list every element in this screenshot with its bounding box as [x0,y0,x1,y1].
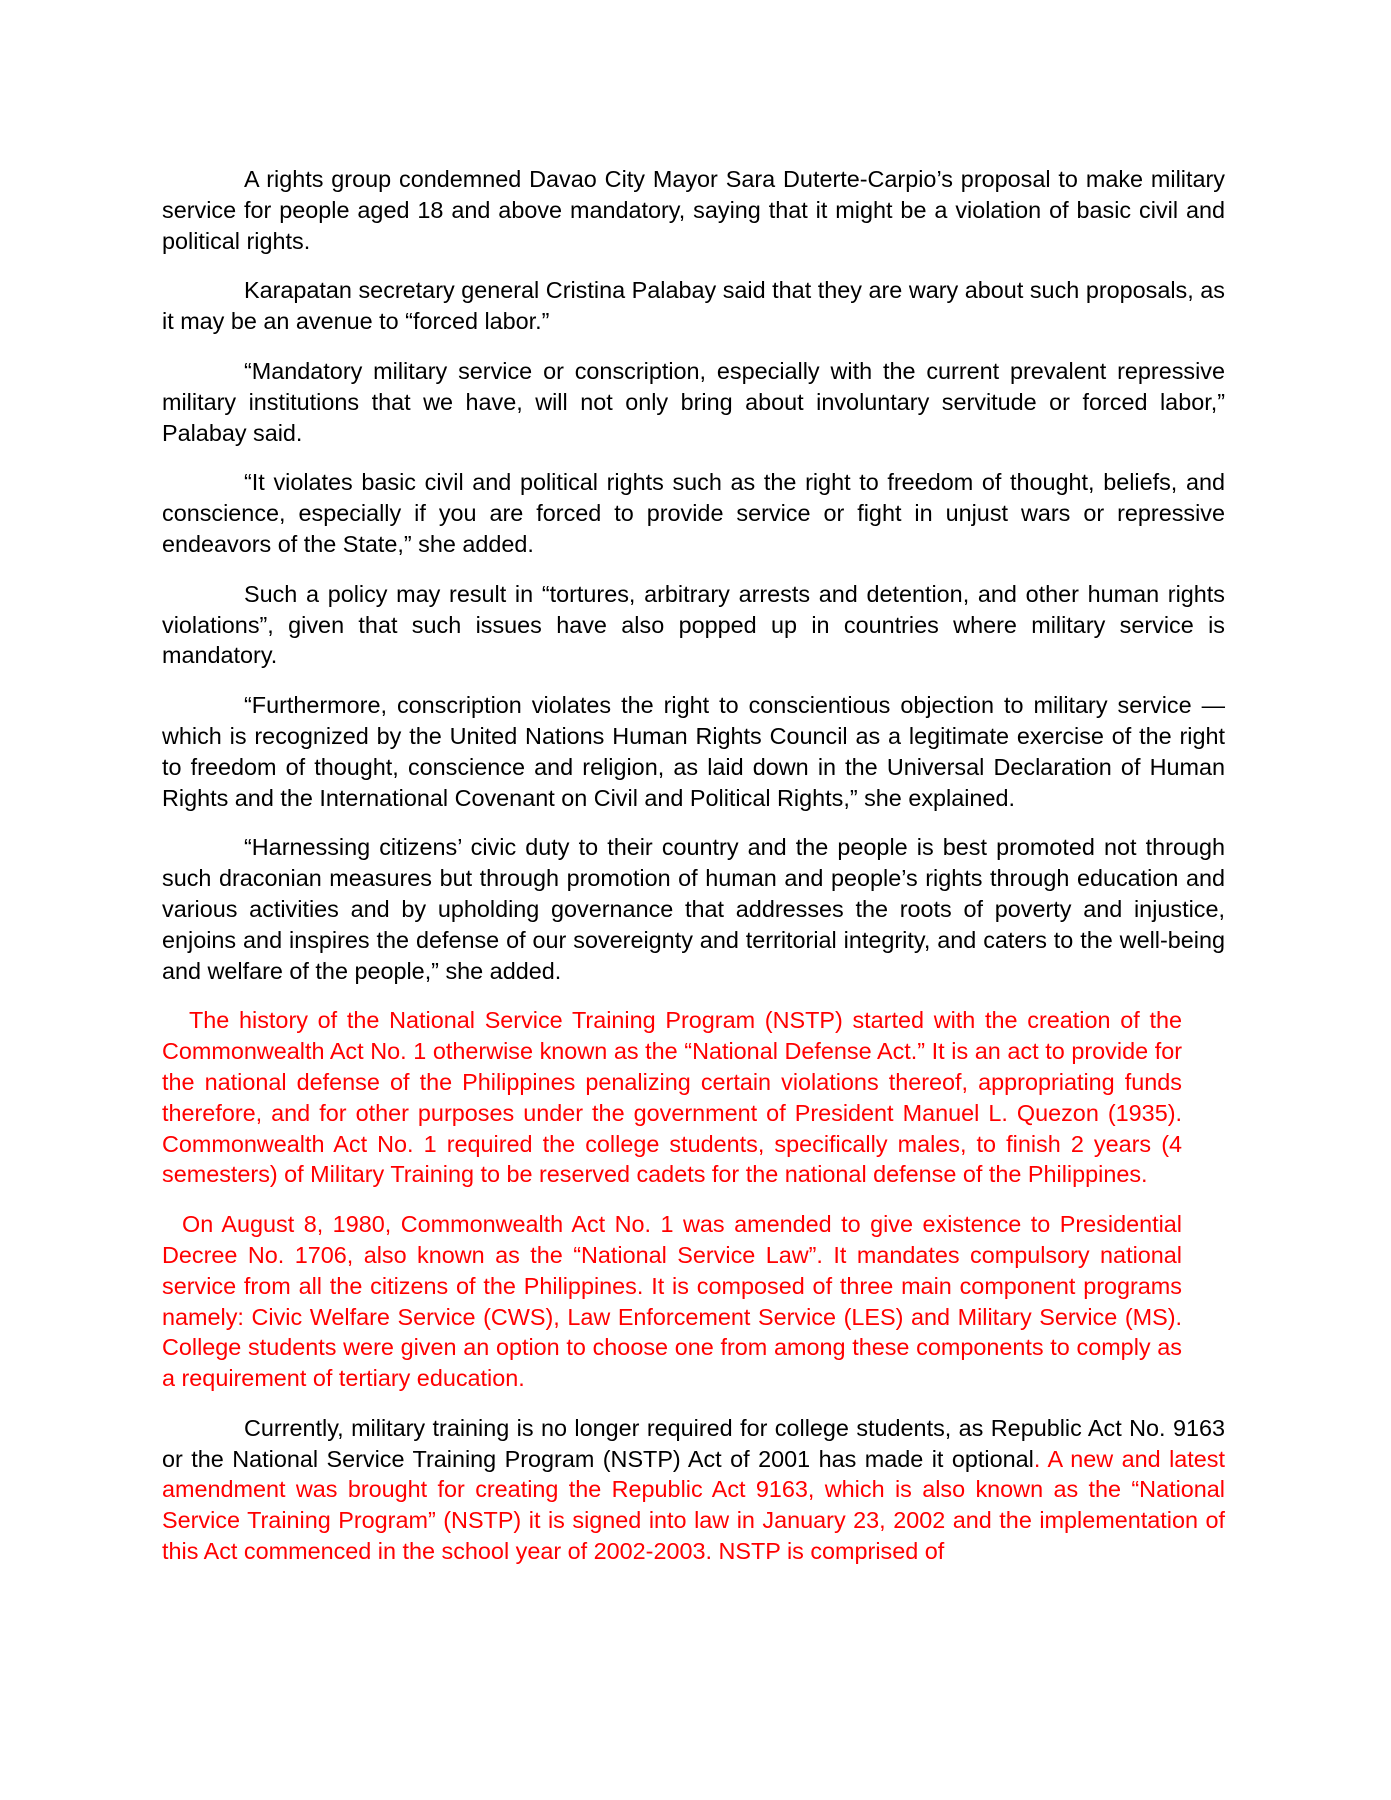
paragraph-nstp-history: The history of the National Service Training Program (NSTP) started with the creation of the Commonwealth Act No. 1 otherwise known as the “National Defense Act.” It is an act to provide for the national defense of the Philippines penalizing certain violations thereof, appropriating funds therefore, and for other purposes under the government of President Manuel L. Quezon (1935). Commonwealth Act No. 1 required the college students, specifically males, to finish 2 years (4 semesters) of Military Training to be reserved cadets for the national defense of the Philippines. [162,1007,1182,1188]
paragraph-conscription-quote: “Furthermore, conscription violates the right to conscientious objection to military service — which is recognized by the United Nations Human Rights Council as a legitimate exercise of the right to freedom of thought, conscience and religion, as laid down in the Universal Declaration of Human Rights and the International Covenant on Civil and Political Rights,” she explained. [162,692,1225,811]
paragraph-national-service-law: On August 8, 1980, Commonwealth Act No. 1 was amended to give existence to Presidential Decree No. 1706, also known as the “National Service Law”. It mandates compulsory national service from all the citizens of the Philippines. It is composed of three main component programs namely: Civic Welfare Service (CWS), Law Enforcement Service (LES) and Military Service (MS). College students were given an option to choose one from among these components to comply as a requirement of tertiary education. [162,1211,1182,1392]
paragraph-violates-rights-quote: “It violates basic civil and political rights such as the right to freedom of thought, beliefs, and conscience, especially if you are forced to provide service or fight in unjust wars or repressive endeavors of the State,” she added. [162,469,1225,557]
paragraph-black-text: Currently, military training is no longer required for college students, as Republic Act No. 9163 or the National Service Training Program (NSTP) Act of 2001 has made it optional [162,1414,1225,1472]
paragraph-karapatan: Karapatan secretary general Cristina Palabay said that they are wary about such proposals, as it may be an avenue to “forced labor.” [162,277,1225,335]
paragraph-policy-result: Such a policy may result in “tortures, arbitrary arrests and detention, and other human rights violations”, given that such issues have also popped up in countries where military service is mandatory. [162,580,1225,669]
paragraph-mandatory-service-quote: “Mandatory military service or conscription, especially with the current prevalent repressive military institutions that we have, will not only bring about involuntary servitude or forced labor,” Palabay said. [162,357,1225,446]
paragraph-civic-duty-quote: “Harnessing citizens’ civic duty to their country and the people is best promoted not through such draconian measures but through promotion of human and people’s rights through education and various activities and by upholding governance that addresses the roots of poverty and injustice, enjoins and inspires the defense of our sovereignty and territorial integrity, and caters to the well-being and welfare of the people,” she added. [162,834,1225,984]
paragraph-rights-group: A rights group condemned Davao City Mayor Sara Duterte-Carpio’s proposal to make military service for people aged 18 and above mandatory, saying that it might be a violation of basic civil and political rights. [162,166,1225,254]
paragraph-red-text: . A new and latest amendment was brought for creating the Republic Act 9163, which is also known as the “National Service Training Program” (NSTP) it is signed into law in January 23, 2002 and the implementation of this Act commenced in the school year of 2002-2003. NSTP is comprised of [162,1445,1225,1565]
document-body [162,164,1225,1586]
paragraph-currently-optional [162,1413,1225,1567]
